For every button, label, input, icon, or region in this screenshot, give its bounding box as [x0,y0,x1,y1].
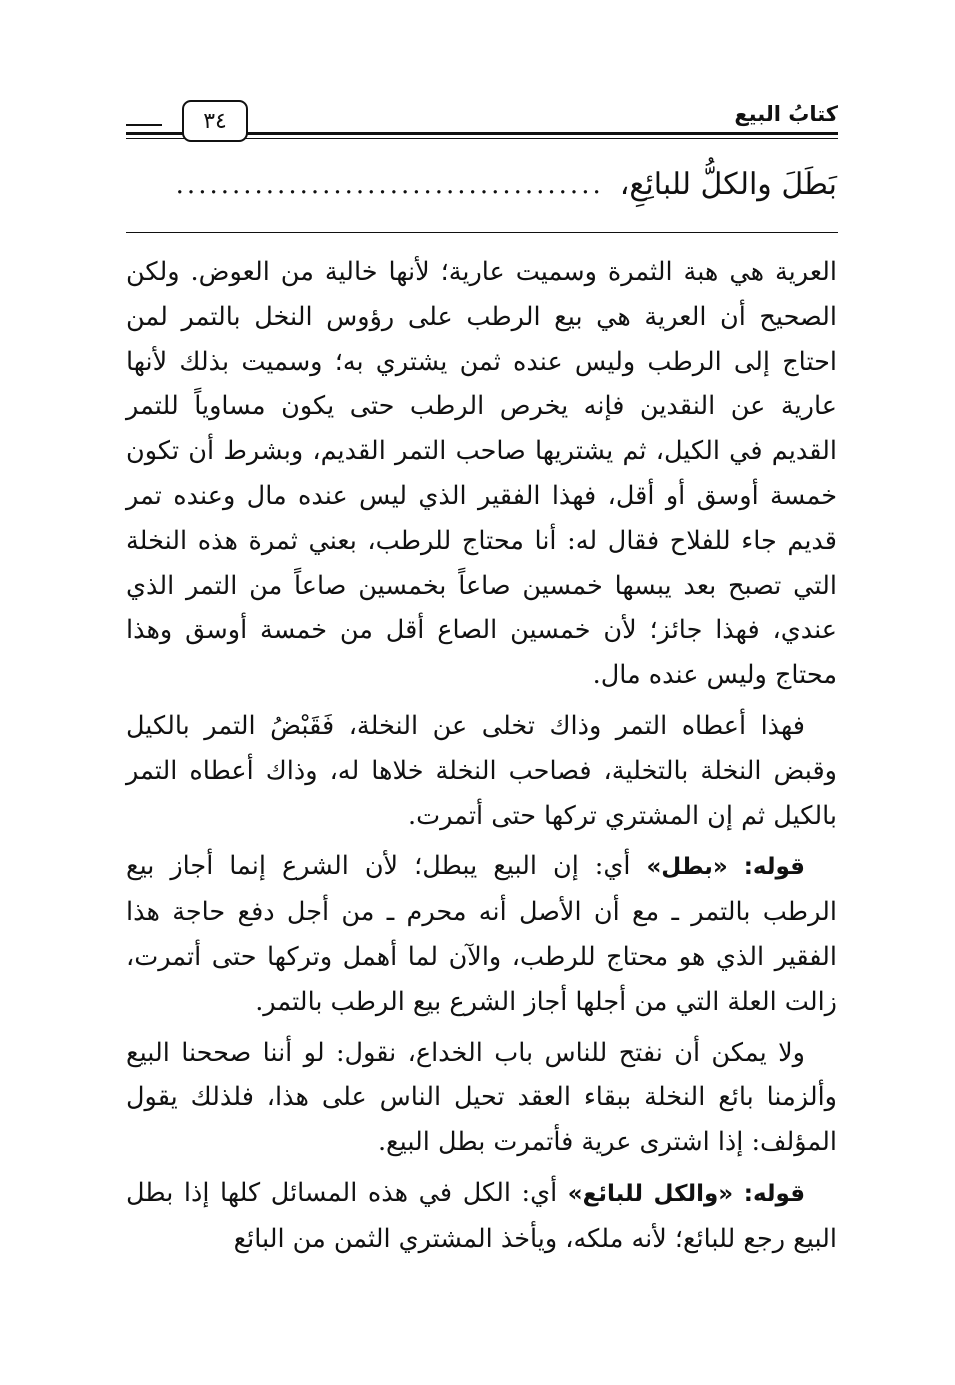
book-title: كتابُ البيع [734,102,838,126]
paragraph-text: فهذا أعطاه التمر وذاك تخلى عن النخلة، فَقَبْضُ التمر بالكيل وقبض النخلة بالتخلية، فصاحب النخلة خلاها له، وذاك أعطاه التمر بالكيل ثم إن المشتري تركها حتى أتمرت. [126,710,837,831]
commentary-lead: قوله: [743,1180,806,1207]
paragraph-text: أي: الكل في هذه المسائل كلها إذا بطل البيع رجع للبائع؛ لأنه ملكه، ويأخذ المشتري الثمن من البائع [126,1177,837,1254]
paragraph [126,1171,837,1262]
paragraph-text: العرية هي هبة الثمرة وسميت عارية؛ لأنها خالية من العوض. ولكن الصحيح أن العرية هي بيع الرطب على رؤوس النخل بالتمر لمن احتاج إلى الرطب وليس عنده ثمن يشتري به؛ وسميت بذلك لأنها عارية عن النقدين فإنه يخرص الرطب حتى يكون مساوياً للتمر القديم في الكيل، ثم يشتريها صاحب التمر القديم، وبشرط أن تكون خمسة أوسق أو أقل، فهذا الفقير الذي ليس عنده مال وعنده تمر قديم جاء للفلاح فقال له: أنا محتاج للرطب، بعني ثمرة هذه النخلة التي تصبح بعد يبسها خمسين صاعاً بخمسين صاعاً من التمر الذي عندي، فهذا جائز؛ لأن خمسين الصاع أقل من خمسة أوسق وهذا محتاج وليس عنده مال. [126,257,837,691]
matn-separator [126,232,838,233]
paragraph [126,704,837,838]
header-rule-short [126,124,162,126]
running-header [126,96,838,148]
matn-line [126,163,837,207]
commentary-lead: قوله: [743,854,805,881]
commentary [126,250,837,1268]
page-number: ٣٤ [182,100,248,142]
quoted-matn: «بطل» [646,854,728,881]
paragraph [126,250,837,698]
paragraph [126,844,837,1024]
paragraph [126,1031,837,1165]
paragraph-text: أي: إن البيع يبطل؛ لأن الشرع إنما أجاز بيع الرطب بالتمر ـ مع أن الأصل أنه محرم ـ من أجل دفع حاجة هذا الفقير الذي هو محتاج للرطب، والآن لما أهمل وتركها حتى أتمرت، زالت العلة التي من أجلها أجاز الشرع بيع الرطب بالتمر. [126,851,837,1017]
quoted-matn: «والكل للبائع» [567,1180,734,1207]
matn-text: بَطَلَ والكلُّ للبائِعِ، [619,167,837,202]
paragraph-text: ولا يمكن أن نفتح للناس باب الخداع، نقول: لو أننا صححنا البيع وألزمنا بائع النخلة ببقاء العقد تحيل الناس على هذا، فلذلك يقول المؤلف: إذا اشترى عرية فأتمرت بطل البيع. [126,1037,837,1158]
matn-dots: ...................................... [175,170,604,200]
